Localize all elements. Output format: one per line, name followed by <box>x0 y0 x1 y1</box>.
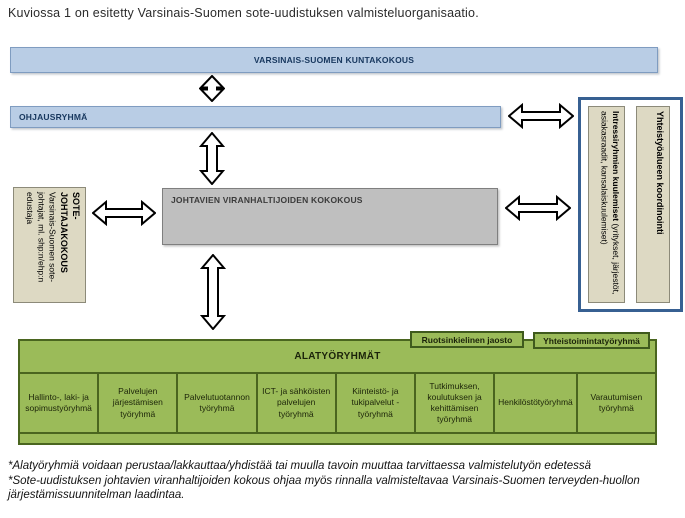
alatyoryhmat-section <box>18 339 657 445</box>
box-johtavien-viranhaltijoiden <box>162 188 498 245</box>
arrow-johtavien-alatyoryhmat-icon <box>200 254 226 330</box>
arrow-ohjausryhma-johtavien-icon <box>199 132 225 185</box>
group-palvelutuotanto: Palvelutuotannon työryhmä <box>178 374 257 432</box>
tab-yhteistoimintatyoryhma-label: Yhteistoimintatyöryhmä <box>543 335 640 346</box>
group-henkilosto: Henkilöstötyöryhmä <box>495 374 578 432</box>
footnote-2: *Sote-uudistuksen johtavien viranhaltijoiden kokous ohjaa myös rinnalla valmisteltavaa Varsinais-Suomen terveyden-huollon järjestämissuunnitelman laadintaa. <box>8 474 640 502</box>
tab-ruotsinkielinen-jaosto <box>410 331 524 348</box>
group-tutkimus: Tutkimuksen, koulutuksen ja kehittämisen työryhmä <box>416 374 495 432</box>
group-varautuminen: Varautumisen työryhmä <box>590 391 643 413</box>
box-kuntakokous-label: VARSINAIS-SUOMEN KUNTAKOKOUS <box>253 55 415 65</box>
footnotes <box>8 459 680 503</box>
arrow-kuntakokous-ohjausryhma-icon <box>199 75 225 102</box>
box-sote-johtajakokous-title: SOTE-JOHTAJAKOKOUS <box>58 192 81 273</box>
box-intressiryhmien <box>588 106 625 303</box>
page-title: Kuviossa 1 on esitetty Varsinais-Suomen sote-uudistuksen valmisteluorganisaatio. <box>8 6 479 20</box>
footnote-1: *Alatyöryhmiä voidaan perustaa/lakkauttaa/yhdistää tai muulla tavoin muuttaa tarvittaessa valmistelutyön edetessä <box>8 460 591 472</box>
alatyoryhmat-header: ALATYÖRYHMÄT <box>294 351 381 362</box>
box-kuntakokous <box>10 47 658 73</box>
group-kiinteisto: Kiinteistö- ja tukipalvelut -työryhmä <box>337 374 416 432</box>
tab-yhteistoimintatyoryhma <box>533 332 650 349</box>
box-intressiryhmien-title: Intressiryhmien kuulemiset <box>611 111 621 222</box>
tab-ruotsinkielinen-jaosto-label: Ruotsinkielinen jaosto <box>421 334 513 345</box>
box-sote-johtajakokous <box>13 187 86 303</box>
box-yhteistyoalueen <box>636 106 670 303</box>
group-hallinto: Hallinto-, laki- ja sopimustyöryhmä <box>20 374 99 432</box>
box-yhteistyoalueen-label: Yhteistyöalueen koordinointi <box>655 111 665 235</box>
box-sote-johtajakokous-subtitle: Varsinais-Suomen sote-johtajat, ml. shp:n/ehp:n edustaja <box>24 192 58 283</box>
side-panel-container <box>578 97 683 312</box>
box-ohjausryhma <box>10 106 501 128</box>
arrow-ohjausryhma-sidepanel-icon <box>508 103 574 129</box>
group-ict: ICT- ja sähköisten palvelujen työryhmä <box>258 374 337 432</box>
box-ohjausryhma-label: OHJAUSRYHMÄ <box>19 112 88 122</box>
group-palvelujen-jarjestaminen: Palvelujen järjestämisen työryhmä <box>99 374 178 432</box>
box-johtavien-viranhaltijoiden-label: JOHTAVIEN VIRANHALTIJOIDEN KOKOKOUS <box>171 195 363 205</box>
alatyoryhmat-row <box>20 372 655 434</box>
box-intressiryhmien-subtitle: (yritykset, järjestöt, asiakasraadit, kansalaiskuulemiset) <box>599 111 621 295</box>
arrow-sotejohtaja-johtavien-icon <box>92 200 156 226</box>
arrow-johtavien-sidepanel-icon <box>505 195 571 221</box>
